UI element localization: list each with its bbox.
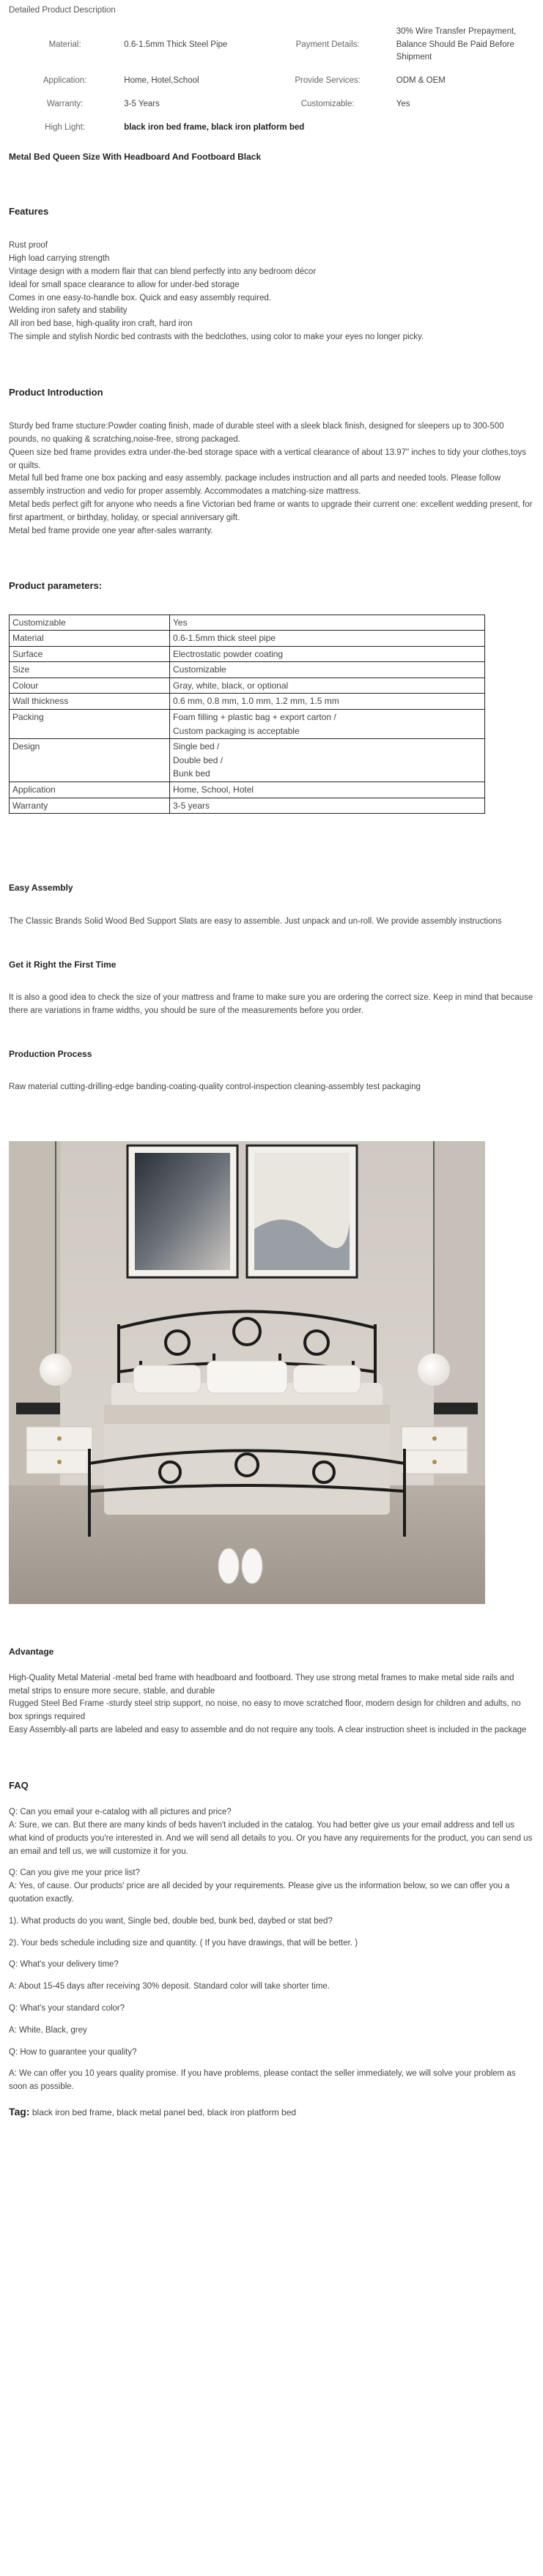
process-heading: Production Process [9,1048,92,1059]
spec-value: Yes [396,100,410,109]
param-value [170,739,485,782]
param-value [170,798,485,814]
process-text: Raw material cutting-drilling-edge banding-coating-quality control-inspection cleaning-assembly test packaging [9,1083,421,1092]
param-row [10,678,485,694]
param-row [10,710,485,739]
param-value-line: 0.6 mm, 0.8 mm, 1.0 mm, 1.2 mm, 1.5 mm [173,696,339,707]
feature-item: Comes in one easy-to-handle box. Quick and easy assembly required. [9,293,271,302]
tag-link[interactable]: black metal panel bed [117,2107,203,2118]
faq-question: Q: Can you give me your price list? [9,1868,140,1878]
param-value-line: 3-5 years [173,800,210,811]
param-row [10,782,485,798]
param-key: Design [10,739,170,782]
param-row [10,694,485,710]
param-value [170,710,485,739]
faq-answer: A: About 15-45 days after receiving 30% deposit. Standard color will take shorter time. [9,1982,330,1992]
param-value [170,662,485,678]
feature-item: The simple and stylish Nordic bed contrasts with the bedclothes, using color to make your eyes no longer picky. [9,333,424,342]
right-heading: Get it Right the First Time [9,959,117,970]
param-value-line: 0.6-1.5mm thick steel pipe [173,633,276,644]
tag-link[interactable]: black iron platform bed [207,2107,297,2118]
spec-value: 0.6-1.5mm Thick Steel Pipe [124,40,228,49]
param-value [170,631,485,647]
spec-value: 3-5 Years [124,100,160,109]
feature-item: All iron bed base, high-quality iron craft, hard iron [9,319,193,329]
right-text: It is also a good idea to check the size of your mattress and frame to make sure you are ordering the correct size. Keep in mind that because there are variations in frame widths, you should be sure of the measurements before you order. [9,993,533,1016]
advantage-heading: Advantage [9,1647,54,1658]
param-row [10,631,485,647]
faq-question: Q: How to guarantee your quality? [9,2047,137,2057]
param-value-line: Yes [173,617,188,628]
faq-answer: A: Sure, we can. But there are many kinds of beds haven't included in the catalog. You had better give us your email address and tell us what kind of products you're interested in. And we will send all details to you. Or you have any requirements for the product, you can send us an email and tell us, we will customize it for you. [9,1820,533,1856]
param-value [170,678,485,694]
intro-heading: Product Introduction [9,386,103,398]
param-row [10,615,485,631]
param-key: Packing [10,710,170,739]
param-key: Wall thickness [10,694,170,710]
param-row [10,646,485,662]
param-value [170,782,485,798]
spec-value: Home, Hotel,School [124,76,199,86]
feature-item: Vintage design with a modern flair that can blend perfectly into any bedroom décor [9,267,317,277]
spec-row [9,21,534,70]
spec-key: Customizable: [300,100,355,109]
param-row [10,662,485,678]
param-value [170,646,485,662]
spec-value: ODM & OEM [396,76,446,86]
param-value-line: Customizable [173,664,226,675]
spec-row [9,93,534,116]
highlight-label: High Light: [45,122,86,132]
param-key: Size [10,662,170,678]
faq-answer: A: Yes, of cause. Our products' price are all decided by your requirements. Please give us the information below, so we can offer you a quotation exactly. [9,1882,510,1904]
faq-line: 1). What products do you want, Single bed, double bed, bunk bed, daybed or stat bed? [9,1916,333,1926]
intro-paragraph: Sturdy bed frame stucture:Powder coating finish, made of durable steel with a sleek black finish, designed for sleepers up to 300-500 pounds, no quaking & scratching,noise-free, strong packaged. [9,422,504,444]
intro-paragraphs [9,420,534,538]
param-key: Material [10,631,170,647]
intro-paragraph: Metal full bed frame one box packing and easy assembly. package includes instruction and all parts and needed tools. Please follow assembly instruction and vedio for proper assembly. Accommodates a matching-size mattress. [9,474,501,497]
param-value-line: Single bed / [173,741,220,752]
faq-question: Q: Can you email your e-catalog with all pictures and price? [9,1808,232,1817]
right-text-block [9,992,534,1018]
faq-list [9,1806,534,2094]
param-value-line: Home, School, Hotel [173,784,254,795]
tag-link[interactable]: black iron bed frame [32,2107,112,2118]
param-value [170,615,485,631]
feature-item: Rust proof [9,241,48,250]
advantage-paragraph: Rugged Steel Bed Frame -sturdy steel strip support, no noise, no easy to move scratched floor, modern design for children and adults, no box springs required [9,1699,521,1722]
param-key: Application [10,782,170,798]
faq-answer: A: White, Black, grey [9,2025,87,2035]
faq-heading: FAQ [9,1779,29,1791]
bed-photo [9,1141,485,1604]
tag-label: Tag: [9,2106,30,2118]
product-title: Metal Bed Queen Size With Headboard And Footboard Black [9,151,262,162]
param-value-line: Gray, white, black, or optional [173,680,289,691]
faq-line: 2). Your beds schedule including size and quantity. ( If you have drawings, that will be better. ) [9,1938,358,1948]
assembly-text: The Classic Brands Solid Wood Bed Support Slats are easy to assemble. Just unpack and un-roll. We provide assembly instructions [9,916,502,926]
param-value [170,694,485,710]
advantage-paragraphs [9,1672,534,1737]
tag-list: Tag: black iron bed frame, black metal panel bed, black iron platform bed [9,2106,297,2118]
params-heading: Product parameters: [9,580,103,592]
intro-paragraph: Metal beds perfect gift for anyone who needs a fine Victorian bed frame or wants to upgrade their current one: excellent wedding present, for first apartment, or birthday, holiday, or special anniversary gift. [9,500,533,522]
advantage-paragraph: Easy Assembly-all parts are labeled and easy to assemble and do not require any tools. A clear instruction sheet is included in the package [9,1726,527,1735]
features-list [9,240,534,344]
param-key: Customizable [10,615,170,631]
spec-key: Warranty: [46,100,84,109]
process-text-block [9,1081,534,1094]
param-key: Surface [10,646,170,662]
spec-table [9,21,534,140]
advantage-paragraph: High-Quality Metal Material -metal bed frame with headboard and footboard. They use strong metal frames to make metal side rails and metal strips to ensure more secure, stable, and durable [9,1673,514,1696]
features-heading: Features [9,206,49,218]
spec-row [9,70,534,93]
params-table [9,615,485,814]
spec-key: Payment Details: [295,40,360,49]
param-value-line: Foam filling + plastic bag + export carton / [173,712,336,723]
param-key: Colour [10,678,170,694]
feature-item: High load carrying strength [9,254,110,264]
intro-paragraph: Metal bed frame provide one year after-sales warranty. [9,526,213,535]
faq-question: Q: What's your delivery time? [9,1960,119,1970]
faq-question: Q: What's your standard color? [9,2004,125,2013]
param-value-line: Double bed / [173,754,224,765]
assembly-heading: Easy Assembly [9,883,73,894]
faq-answer: A: We can offer you 10 years quality promise. If you have problems, please contact the seller immediately, we will solve your problem as soon as possible. [9,2069,516,2092]
feature-item: Ideal for small space clearance to allow for under-bed storage [9,280,240,289]
spec-value: 30% Wire Transfer Prepayment, Balance Should Be Paid Before Shipment [396,26,517,62]
spec-key: Application: [43,76,87,86]
param-row [10,739,485,782]
param-value-line: Bunk bed [173,768,210,779]
section-title: Detailed Product Description [9,6,116,15]
param-row [10,798,485,814]
highlight-row [9,116,534,140]
param-value-line: Electrostatic powder coating [173,648,284,659]
spec-key: Provide Services: [295,76,361,86]
spec-key: Material: [48,40,81,49]
feature-item: Welding iron safety and stability [9,306,128,316]
param-key: Warranty [10,798,170,814]
highlight-value: black iron bed frame, black iron platform bed [124,122,305,132]
param-value-line: Custom packaging is acceptable [173,725,300,736]
intro-paragraph: Queen size bed frame provides extra under-the-bed storage space with a vertical clearance of about 13.97" inches to tidy your clothes,toys or quilts. [9,448,526,470]
assembly-text-block [9,916,534,929]
